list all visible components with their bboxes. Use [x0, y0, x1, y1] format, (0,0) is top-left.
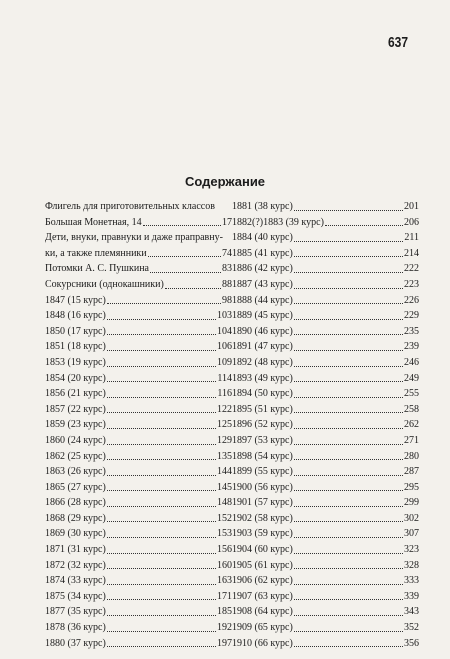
toc-entry-title: 1854 (20 курс)	[45, 372, 106, 384]
toc-entry-title: 1905 (61 курс)	[232, 559, 293, 571]
toc-entry-title: 1909 (65 курс)	[232, 622, 293, 634]
toc-entry-title: 1907 (63 курс)	[232, 590, 293, 602]
toc-entry-title: 1894 (50 курс)	[232, 388, 293, 400]
toc-entry	[232, 246, 419, 262]
toc-entry-title: 1906 (62 курс)	[232, 575, 293, 587]
toc-entry-title: Дети, внуки, правнуки и даже праправну-	[45, 232, 223, 244]
toc-entry-page: 307	[404, 528, 419, 540]
toc-entry-page: 328	[404, 559, 419, 571]
toc-entry-title: 1856 (21 курс)	[45, 388, 106, 400]
toc-entry-page: 255	[404, 388, 419, 400]
toc-entry-title: 1872 (32 курс)	[45, 559, 106, 571]
toc-entry-page: 352	[404, 622, 419, 634]
toc-entry-title: 1882(?)1883 (39 курс)	[232, 216, 324, 228]
toc-entry	[45, 293, 232, 309]
toc-entry-title: 1897 (53 курс)	[232, 434, 293, 446]
toc-entry-title: 1903 (59 курс)	[232, 528, 293, 540]
toc-leader-dots	[150, 271, 221, 273]
toc-entry	[232, 511, 419, 527]
toc-entry-page: 295	[404, 481, 419, 493]
toc-leader-dots	[294, 520, 403, 522]
toc-entry	[45, 511, 232, 527]
toc-entry-page: 246	[404, 356, 419, 368]
toc-leader-dots	[294, 365, 403, 367]
toc-entry-title: 1866 (28 курс)	[45, 497, 106, 509]
toc-leader-dots	[107, 520, 216, 522]
toc-leader-dots	[294, 458, 403, 460]
toc-entry-title: 1902 (58 курс)	[232, 512, 293, 524]
toc-entry-page: 214	[404, 247, 419, 259]
toc-entry-page: 226	[404, 294, 419, 306]
toc-entry-title: 1900 (56 курс)	[232, 481, 293, 493]
toc-leader-dots	[294, 598, 403, 600]
toc-entry	[45, 371, 232, 387]
toc-entry-title: 1891 (47 курс)	[232, 341, 293, 353]
toc-leader-dots	[294, 333, 403, 335]
toc-entry-title: 1904 (60 курс)	[232, 544, 293, 556]
toc-entry	[232, 495, 419, 511]
toc-entry-page: 145	[217, 481, 232, 493]
toc-entry	[232, 261, 419, 277]
toc-entry	[45, 526, 232, 542]
toc-leader-dots	[294, 552, 403, 554]
toc-entry	[45, 355, 232, 371]
toc-leader-dots	[107, 427, 216, 429]
toc-leader-dots	[107, 365, 216, 367]
toc-entry-title: 1857 (22 курс)	[45, 403, 106, 415]
toc-entry	[232, 620, 419, 636]
toc-leader-dots	[107, 645, 216, 647]
toc-entry	[45, 542, 232, 558]
toc-entry-page: 323	[404, 544, 419, 556]
toc-entry	[232, 277, 419, 293]
toc-leader-dots	[148, 255, 221, 257]
toc-entry-title: 1893 (49 курс)	[232, 372, 293, 384]
toc-entry	[232, 339, 419, 355]
toc-leader-dots	[107, 536, 216, 538]
toc-entry-title: 1862 (25 курс)	[45, 450, 106, 462]
toc-entry-page: 192	[217, 622, 232, 634]
toc-leader-dots	[107, 552, 216, 554]
toc-entry-title: Большая Монетная, 14	[45, 216, 142, 228]
toc-leader-dots	[294, 567, 403, 569]
toc-entry	[232, 371, 419, 387]
toc-entry-title: 1890 (46 курс)	[232, 325, 293, 337]
toc-entry-title: 1896 (52 курс)	[232, 419, 293, 431]
toc-leader-dots	[107, 443, 216, 445]
toc-entry	[232, 604, 419, 620]
toc-entry	[232, 386, 419, 402]
toc-entry-page: 171	[217, 590, 232, 602]
toc-entry-page: 333	[404, 575, 419, 587]
toc-entry-title: 1860 (24 курс)	[45, 434, 106, 446]
toc-entry-title: 1881 (38 курс)	[232, 201, 293, 212]
toc-entry	[232, 573, 419, 589]
toc-entry-page: 211	[404, 232, 419, 244]
toc-leader-dots	[294, 255, 403, 257]
toc-entry	[45, 246, 232, 262]
toc-entry	[45, 199, 232, 215]
toc-entry	[232, 215, 419, 231]
toc-entry-page: 163	[217, 575, 232, 587]
toc-entry	[45, 277, 232, 293]
toc-entry-page: 156	[217, 544, 232, 556]
toc-entry-page: 280	[404, 450, 419, 462]
toc-entry	[232, 589, 419, 605]
toc-entry-page: 262	[404, 419, 419, 431]
toc-entry	[232, 293, 419, 309]
toc-entry-title: 1892 (48 курс)	[232, 356, 293, 368]
toc-entry-title: 1859 (23 курс)	[45, 419, 106, 431]
toc-leader-dots	[294, 614, 403, 616]
toc-leader-dots	[294, 474, 403, 476]
toc-entry-page: 114	[217, 372, 232, 384]
toc-entry-title: 1851 (18 курс)	[45, 341, 106, 353]
toc-leader-dots	[107, 505, 216, 507]
toc-entry-title: 1865 (27 курс)	[45, 481, 106, 493]
toc-entry	[232, 433, 419, 449]
toc-entry	[232, 480, 419, 496]
toc-entry-page: 206	[404, 216, 419, 228]
toc-leader-dots	[325, 224, 403, 226]
toc-leader-dots	[294, 349, 403, 351]
toc-entry-title: 1908 (64 курс)	[232, 606, 293, 618]
toc-entry-page: 302	[404, 512, 419, 524]
toc-leader-dots	[143, 224, 221, 226]
toc-entry	[232, 417, 419, 433]
toc-leader-dots	[294, 536, 403, 538]
toc-entry-page: 129	[217, 434, 232, 446]
toc-leader-dots	[294, 505, 403, 507]
toc-leader-dots	[107, 458, 216, 460]
page-number: 637	[387, 34, 408, 51]
toc-leader-dots	[294, 645, 403, 647]
toc-entry-page: 122	[217, 403, 232, 415]
toc-leader-dots	[107, 349, 216, 351]
toc-entry-title: 1875 (34 курс)	[45, 590, 106, 602]
toc-leader-dots	[294, 240, 404, 242]
toc-entry-page: 103	[217, 310, 232, 322]
toc-leader-dots	[294, 443, 403, 445]
toc-entry-title: 1910 (66 курс)	[232, 637, 293, 649]
toc-entry	[45, 573, 232, 589]
toc-entry	[232, 230, 419, 246]
toc-entry	[45, 386, 232, 402]
toc-entry-title: 1886 (42 курс)	[232, 263, 293, 275]
toc-leader-dots	[107, 630, 216, 632]
toc-leader-dots	[107, 396, 217, 398]
toc-entry-title: 1888 (44 курс)	[232, 294, 293, 306]
toc-entry-title: Потомки А. С. Пушкина	[45, 263, 149, 275]
toc-entry	[232, 355, 419, 371]
toc-entry-title: Сокурсники (однокашники)	[45, 278, 164, 290]
toc-leader-dots	[107, 380, 217, 382]
toc-leader-dots	[165, 287, 221, 289]
toc-entry-page: 299	[404, 497, 419, 509]
toc-leader-dots	[294, 380, 403, 382]
toc-entry	[45, 339, 232, 355]
toc-leader-dots	[294, 411, 403, 413]
toc-leader-dots	[107, 598, 216, 600]
toc-leader-dots	[107, 474, 216, 476]
toc-entry-page: 144	[217, 466, 232, 478]
toc-entry	[45, 230, 232, 246]
toc-leader-dots	[107, 333, 216, 335]
toc-entry	[232, 402, 419, 418]
toc-entry-page: 229	[404, 310, 419, 322]
toc-entry-page: 125	[217, 419, 232, 431]
toc-entry-title: ки, а также племянники	[45, 247, 147, 259]
toc-entry-title: 1850 (17 курс)	[45, 325, 106, 337]
toc-entry-title: 1871 (31 курс)	[45, 544, 106, 556]
toc-leader-dots	[294, 209, 403, 211]
toc-entry-title: 1901 (57 курс)	[232, 497, 293, 509]
toc-leader-dots	[294, 427, 403, 429]
toc-entry-page: 258	[404, 403, 419, 415]
page-title: Содержание	[184, 174, 266, 189]
toc-entry-page: 160	[217, 559, 232, 571]
toc-entry	[232, 464, 419, 480]
toc-entry-page: 152	[217, 512, 232, 524]
toc-entry-title: 1874 (33 курс)	[45, 575, 106, 587]
toc-entry-title: 1878 (36 курс)	[45, 622, 106, 634]
toc-entry-page: 271	[404, 434, 419, 446]
toc-entry	[45, 480, 232, 496]
toc-entry-page: 287	[404, 466, 419, 478]
toc-entry	[45, 558, 232, 574]
toc-leader-dots	[294, 583, 403, 585]
toc-leader-dots	[294, 396, 403, 398]
toc-entry	[45, 604, 232, 620]
toc-entry-title: 1898 (54 курс)	[232, 450, 293, 462]
toc-leader-dots	[107, 583, 216, 585]
toc-entry-page: 88	[222, 278, 232, 290]
toc-entry	[45, 402, 232, 418]
toc-entry-title: 1869 (30 курс)	[45, 528, 106, 540]
toc-entry	[45, 589, 232, 605]
toc-entry-page: 83	[222, 263, 232, 275]
toc-entry-page: 17	[222, 216, 232, 228]
toc-entry	[232, 526, 419, 542]
toc-entry	[45, 433, 232, 449]
toc-entry-page: 98	[222, 294, 232, 306]
toc-leader-dots	[294, 630, 403, 632]
toc-entry	[45, 636, 232, 652]
toc-left-column	[45, 199, 232, 651]
toc-leader-dots	[294, 302, 403, 304]
toc-leader-dots	[294, 318, 403, 320]
toc-leader-dots	[107, 318, 216, 320]
toc-entry-page: 235	[404, 325, 419, 337]
toc-entry-page: 185	[217, 606, 232, 618]
toc-entry	[45, 215, 232, 231]
toc-entry-title: 1847 (15 курс)	[45, 294, 106, 306]
toc-entry-title: 1853 (19 курс)	[45, 356, 106, 368]
toc-entry-page: 135	[217, 450, 232, 462]
toc-leader-dots	[107, 614, 216, 616]
toc-entry-title: 1895 (51 курс)	[232, 403, 293, 415]
toc-entry	[232, 636, 419, 652]
toc-entry-title: 1885 (41 курс)	[232, 247, 293, 259]
toc-entry-page: 109	[217, 356, 232, 368]
toc-leader-dots	[294, 489, 403, 491]
toc-entry-title: 1899 (55 курс)	[232, 466, 293, 478]
toc-entry	[232, 542, 419, 558]
toc-leader-dots	[107, 411, 216, 413]
toc-entry-title: 1880 (37 курс)	[45, 637, 106, 649]
toc-entry-page: 223	[404, 278, 419, 290]
toc-entry	[45, 324, 232, 340]
toc-entry-title: 1884 (40 курс)	[232, 232, 293, 244]
toc-entry-title: 1863 (26 курс)	[45, 466, 106, 478]
toc-entry	[232, 199, 419, 215]
toc-entry-page: 106	[217, 341, 232, 353]
toc-entry	[45, 308, 232, 324]
toc-entry	[232, 324, 419, 340]
toc-entry	[45, 620, 232, 636]
toc-entry-page: 356	[404, 637, 419, 649]
toc-entry-title: 1887 (43 курс)	[232, 278, 293, 290]
toc-entry-page: 104	[217, 325, 232, 337]
toc-entry-page: 201	[404, 201, 419, 212]
toc-entry	[45, 261, 232, 277]
toc-entry-title: Флигель для приготовительных классов	[45, 201, 215, 212]
toc-entry-page: 153	[217, 528, 232, 540]
toc-entry-page: 116	[217, 388, 232, 400]
toc-entry-page: 249	[404, 372, 419, 384]
toc-leader-dots	[294, 271, 403, 273]
toc-entry-page: 339	[404, 590, 419, 602]
toc-entry	[45, 417, 232, 433]
toc-leader-dots	[107, 302, 221, 304]
toc-entry	[232, 308, 419, 324]
toc-entry-page: 239	[404, 341, 419, 353]
toc-entry	[232, 558, 419, 574]
toc-entry	[45, 449, 232, 465]
toc-entry-title: 1889 (45 курс)	[232, 310, 293, 322]
toc-entry-page: 343	[404, 606, 419, 618]
toc-entry-page: 197	[217, 637, 232, 649]
toc-entry	[232, 449, 419, 465]
toc-entry-page: 148	[217, 497, 232, 509]
toc-entry-title: 1848 (16 курс)	[45, 310, 106, 322]
toc-leader-dots	[294, 287, 403, 289]
toc-entry-page: 74	[222, 247, 232, 259]
toc-entry	[45, 464, 232, 480]
toc-entry-title: 1877 (35 курс)	[45, 606, 106, 618]
toc-leader-dots	[107, 567, 216, 569]
toc-leader-dots	[107, 489, 216, 491]
toc-entry-title: 1868 (29 курс)	[45, 512, 106, 524]
toc-right-column	[232, 199, 419, 651]
toc-entry-page: 222	[404, 263, 419, 275]
toc-entry	[45, 495, 232, 511]
